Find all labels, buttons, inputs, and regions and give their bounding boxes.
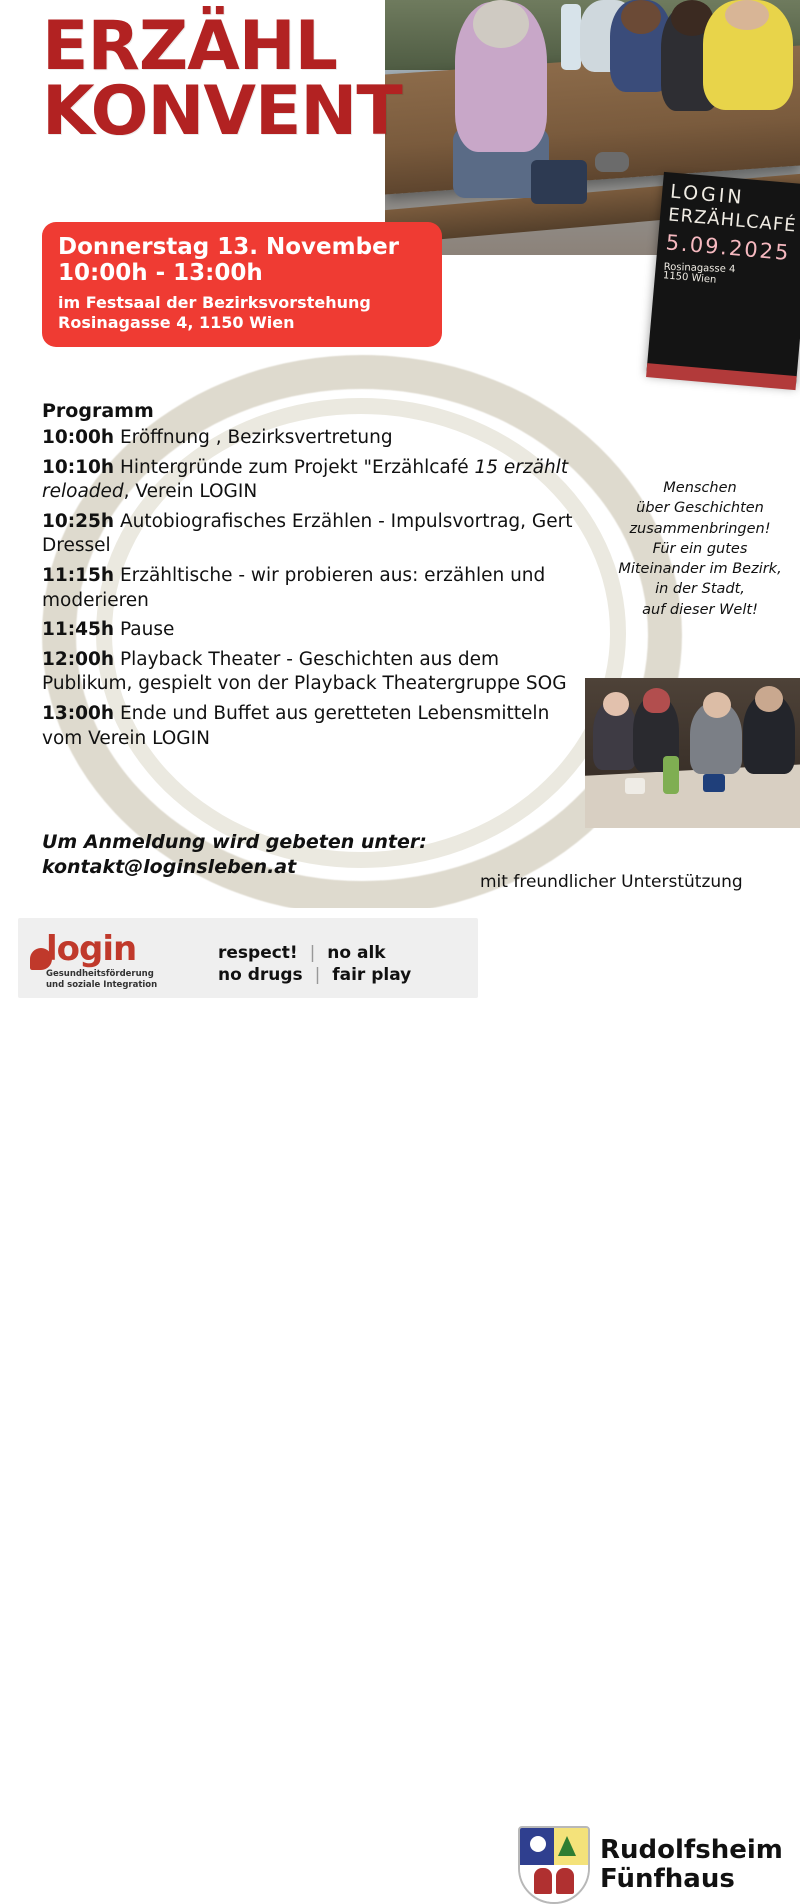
photo-bottom-person-4-head	[755, 686, 783, 712]
programme-item-text: Ende und Buffet aus geretteten Lebensmitteln vom Verein LOGIN	[42, 702, 550, 749]
heraldic-figure-right	[556, 1868, 574, 1894]
photo-person-5-head	[725, 0, 769, 30]
motto-line: Miteinander im Bezirk,	[618, 561, 782, 578]
chalk-line-3: 5.09.2025	[664, 230, 792, 265]
event-info-box	[42, 222, 442, 347]
event-venue: im Festsaal der Bezirksvorstehung	[58, 292, 371, 312]
district-coat-of-arms-icon	[518, 1826, 590, 1904]
login-logo	[46, 929, 196, 990]
programme-item-time: 10:25h	[42, 510, 115, 532]
chalk-line-1: LOGIN	[669, 180, 746, 209]
programme-item-text: Erzähltische - wir probieren aus: erzählen und moderieren	[42, 564, 546, 611]
slogan-divider: |	[309, 943, 316, 963]
slogan-left-line-2: no drugs	[218, 965, 303, 986]
programme-item-text: Pause	[114, 619, 175, 641]
district-name	[600, 1836, 783, 1893]
photo-bottom-bottle	[663, 756, 679, 794]
motto-line: über Geschichten	[636, 500, 764, 517]
event-address: Rosinagasse 4, 1150 Wien	[58, 312, 295, 332]
photo-bottom-person-2-head	[643, 688, 670, 713]
event-date: Donnerstag 13. November	[58, 234, 400, 260]
photo-shoe	[595, 152, 629, 172]
district-line-1: Rudolfsheim	[600, 1835, 783, 1865]
programme-item-emphasis: 15 erzählt reloaded	[42, 456, 569, 503]
tree-icon	[558, 1836, 576, 1856]
login-sub-line-2: und soziale Integration	[46, 979, 158, 990]
photo-bottom-person-3-head	[703, 692, 731, 718]
login-sub-line-1: Gesundheitsförderung	[46, 969, 154, 979]
photo-bottom-cup	[625, 778, 645, 794]
programme-item-time: 11:15h	[42, 564, 115, 586]
programme-item-time: 12:00h	[42, 648, 115, 670]
programme-item	[42, 426, 587, 451]
login-logo-word: login	[46, 929, 137, 969]
coat-shield	[518, 1826, 590, 1904]
slogan-right-line-1: no alk	[327, 943, 386, 963]
footer-logo-panel	[18, 918, 478, 998]
chalk-bottom-strip	[646, 363, 797, 390]
chalk-line-2: ERZÄHLCAFÉ	[667, 204, 798, 237]
page-title	[42, 7, 482, 152]
registration-note	[42, 830, 522, 879]
slogan-left-line-1: respect!	[218, 943, 298, 963]
motto-line: in der Stadt,	[655, 581, 745, 598]
crescent-moon-icon	[530, 1836, 546, 1852]
support-note: mit freundlicher Unterstützung	[480, 872, 743, 892]
photo-bottom-mug	[703, 774, 725, 792]
programme-item-text: Eröffnung , Bezirksvertretung	[114, 427, 393, 448]
motto-line: Menschen	[663, 480, 737, 496]
programme-item	[42, 456, 587, 505]
district-line-2: Fünfhaus	[600, 1863, 735, 1894]
programme-item-time: 10:00h	[42, 427, 115, 448]
photo-person-3-head	[621, 0, 661, 34]
programme-item-time: 11:45h	[42, 619, 115, 641]
photo-bottle	[561, 4, 581, 70]
motto-text	[605, 478, 795, 620]
registration-email[interactable]: kontakt@loginsleben.at	[42, 855, 297, 878]
motto-line: auf dieser Welt!	[642, 601, 758, 618]
programme-item-text: Autobiografisches Erzählen - Impulsvortrag, Gert Dressel	[42, 510, 573, 557]
programme-title: Programm	[42, 400, 154, 422]
chalk-line-5: 1150 Wien	[662, 270, 717, 287]
programme-item-text: Hintergründe zum Projekt "Erzählcafé	[114, 456, 475, 478]
slogan-right-line-2: fair play	[332, 965, 412, 986]
programme-item-time: 10:10h	[42, 456, 115, 478]
programme-list	[42, 426, 587, 756]
programme-item-time: 13:00h	[42, 702, 115, 724]
login-logo-subtitle	[46, 969, 196, 990]
programme-item	[42, 702, 587, 751]
event-time: 10:00h - 13:00h	[58, 260, 263, 287]
chalk-line-4: Rosinagasse 4	[663, 261, 736, 276]
motto-line: Für ein gutes	[652, 540, 748, 557]
headline-line-2: KONVENT	[42, 72, 402, 152]
programme-item	[42, 510, 587, 559]
heraldic-figure-left	[534, 1868, 552, 1894]
footer	[0, 908, 800, 1894]
programme-item-text-after: , Verein LOGIN	[123, 481, 258, 503]
programme-item	[42, 564, 587, 613]
photo-bottom-person-1-head	[603, 692, 629, 716]
photo-bag	[531, 160, 587, 204]
chalkboard-sign	[647, 172, 800, 384]
slogan-block	[218, 942, 411, 986]
photo-storytelling-group	[585, 678, 800, 828]
registration-line-1: Um Anmeldung wird gebeten unter:	[42, 831, 427, 853]
headline-line-1: ERZÄHL	[42, 7, 337, 86]
programme-item	[42, 618, 587, 643]
motto-line: zusammenbringen!	[629, 520, 771, 537]
programme-item-text: Playback Theater - Geschichten aus dem Publikum, gespielt von der Playback Theatergruppe SOG	[42, 648, 567, 695]
programme-item	[42, 648, 587, 697]
slogan-divider-2: |	[314, 965, 321, 986]
